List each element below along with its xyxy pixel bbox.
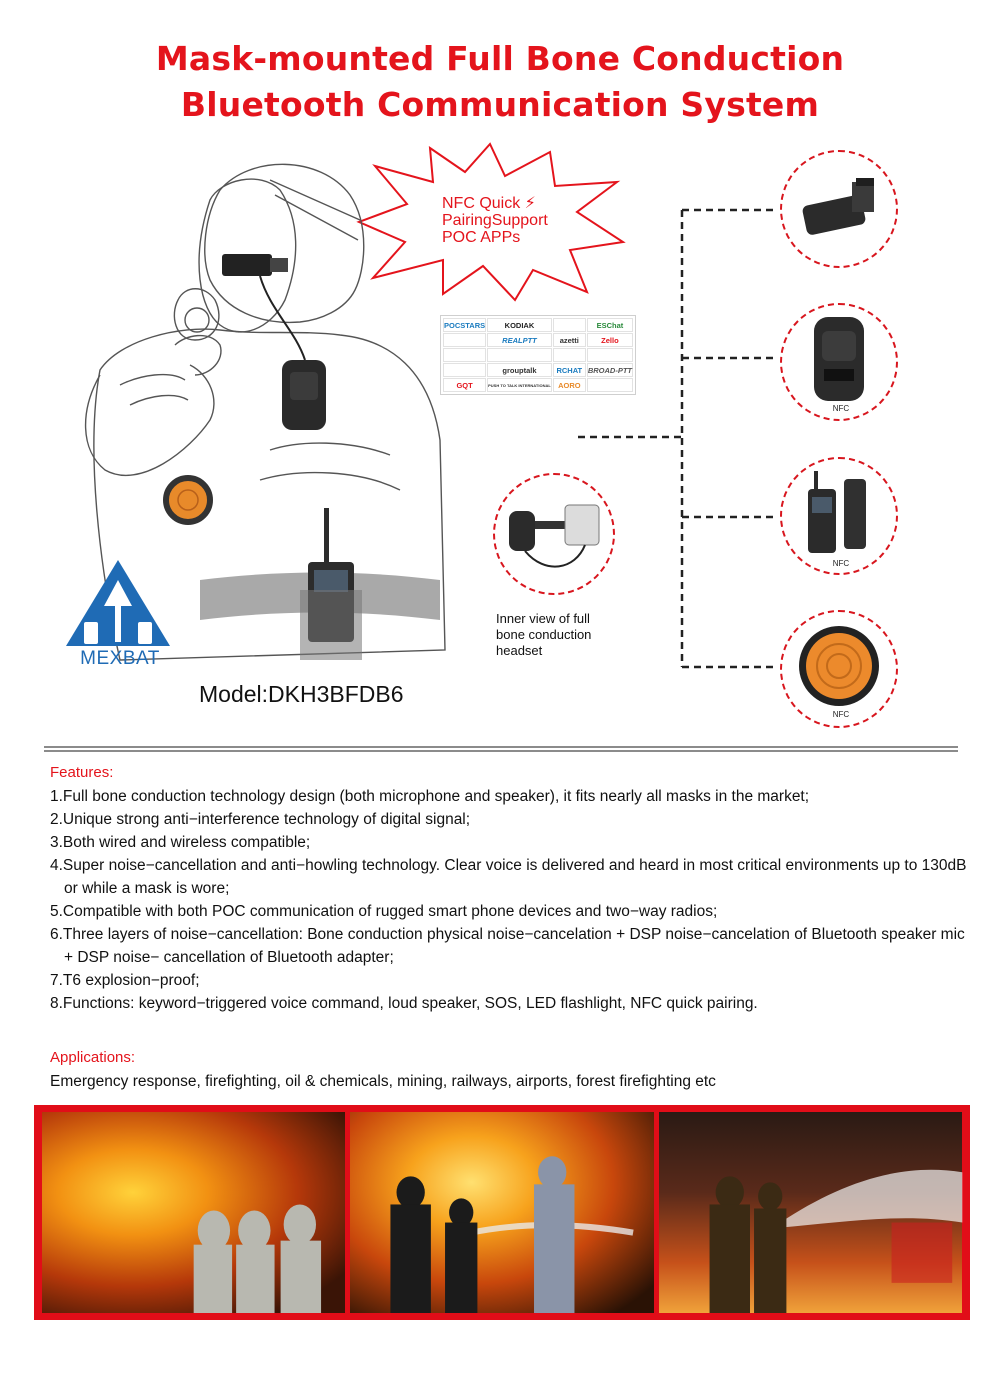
adapter-image xyxy=(782,152,896,266)
inner-view-headset xyxy=(493,473,615,595)
features-list xyxy=(50,785,970,1015)
nfc-label: NFC xyxy=(832,559,850,568)
app-logo xyxy=(443,348,486,362)
ptt-button-image xyxy=(782,612,896,726)
brand-name: MEXBAT xyxy=(80,648,160,669)
radio-image xyxy=(782,459,896,573)
app-logo: GQT xyxy=(443,378,486,392)
nfc-label: NFC xyxy=(832,710,850,719)
photo-firefighters-silver-suits xyxy=(42,1112,345,1313)
feature-item: 1.Full bone conduction technology design (both microphone and speaker), it fits nearly all masks in the market; xyxy=(50,788,810,805)
feature-item: 6.Three layers of noise−cancellation: Bone conduction physical noise−cancelation + DSP noise−cancelation of Bluetooth speaker mic + DSP noise− cancellation of Bluetooth adapter; xyxy=(50,926,965,966)
app-logo: azetti xyxy=(553,333,586,347)
accessory-bluetooth-adapter xyxy=(780,150,898,268)
inner-view-caption xyxy=(496,611,636,659)
nfc-label: NFC xyxy=(832,404,850,413)
app-logo: AORO xyxy=(553,378,586,392)
feature-item: 2.Unique strong anti−interference technology of digital signal; xyxy=(50,811,471,828)
app-logo: RCHAT xyxy=(553,363,586,377)
burst-line-3: POC APPs xyxy=(442,229,521,246)
feature-item: 7.T6 explosion−proof; xyxy=(50,972,200,989)
feature-item: 3.Both wired and wireless compatible; xyxy=(50,834,311,851)
firefighting-photo-strip xyxy=(34,1105,970,1320)
burst-line-1: NFC Quick ⚡ xyxy=(442,195,536,212)
app-logo: PUSH TO TALK INTERNATIONAL xyxy=(487,378,552,392)
applications-heading: Applications: xyxy=(50,1049,136,1066)
applications-text: Emergency response, firefighting, oil & chemicals, mining, railways, airports, forest firefighting etc xyxy=(50,1073,716,1090)
headset-inner-image xyxy=(495,475,613,593)
inner-caption-line-1: Inner view of full xyxy=(496,611,590,626)
model-number: Model:DKH3BFDB6 xyxy=(199,681,404,707)
app-logo: BROAD-PTT xyxy=(587,363,633,377)
photo-2-figures xyxy=(350,1112,653,1313)
app-logo: POCSTARS xyxy=(443,318,486,332)
feature-item: 5.Compatible with both POC communication of rugged smart phone devices and two−way radios; xyxy=(50,903,718,920)
inner-caption-line-2: bone conduction xyxy=(496,627,592,642)
app-logo xyxy=(443,363,486,377)
burst-line-2: PairingSupport xyxy=(442,212,548,229)
feature-item: 4.Super noise−cancellation and anti−howling technology. Clear voice is delivered and heard in most critical environments up to 130dB or while a mask is wore; xyxy=(50,857,967,897)
page-title xyxy=(0,36,1000,128)
photo-3-figures xyxy=(659,1112,962,1313)
section-divider xyxy=(44,746,958,752)
inner-caption-line-3: headset xyxy=(496,643,543,658)
app-logo: REALPTT xyxy=(487,333,552,347)
app-logo: KODIAK xyxy=(487,318,552,332)
feature-item: 8.Functions: keyword−triggered voice command, loud speaker, SOS, LED flashlight, NFC quick pairing. xyxy=(50,995,758,1012)
accessory-radio-adapter xyxy=(780,457,898,575)
title-line-1: Mask-mounted Full Bone Conduction xyxy=(155,39,845,78)
connector-lines xyxy=(570,200,790,680)
app-logo xyxy=(487,348,552,362)
photo-firefighters-hose xyxy=(350,1112,653,1313)
app-logo: ESChat xyxy=(587,318,633,332)
speaker-mic-image xyxy=(782,305,896,419)
app-logo xyxy=(443,333,486,347)
app-logo: Zello xyxy=(587,333,633,347)
app-logo: grouptalk xyxy=(487,363,552,377)
photo-1-figures xyxy=(42,1112,345,1313)
features-heading: Features: xyxy=(50,764,114,781)
title-line-2: Bluetooth Communication System xyxy=(180,85,820,124)
photo-firefighters-spray xyxy=(659,1112,962,1313)
